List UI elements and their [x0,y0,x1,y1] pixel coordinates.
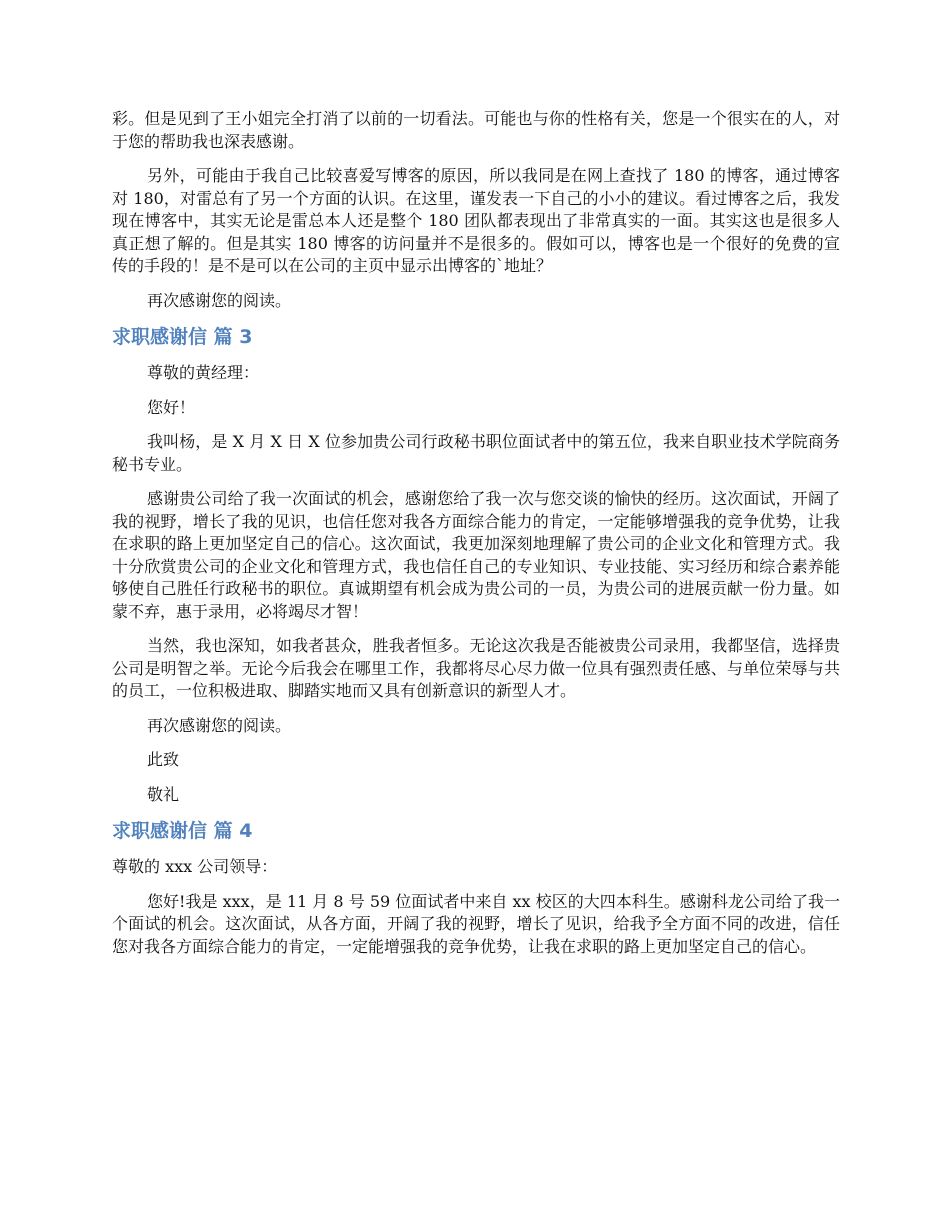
section-3-title: 求职感谢信 [112,326,208,348]
section-3-closing-1: 此致 [147,750,180,769]
paragraph-thanks-closing: 再次感谢您的阅读。 [147,290,292,310]
paragraph-continued: 彩。但是见到了王小姐完全打消了以前的一切看法。可能也与你的性格有关，您是一个很实在的人，对于您的帮助我也深表感谢。 [112,109,840,151]
section-4-title: 求职感谢信 [112,820,208,842]
section-4-number: 篇 4 [213,820,253,842]
section-3-number: 篇 3 [213,326,253,348]
section-3-intro: 我叫杨，是 X 月 X 日 X 位参加贵公司行政秘书职位面试者中的第五位，我来自职业技术学院商务秘书专业。 [112,432,840,474]
section-3-commitment: 当然，我也深知，如我者甚众，胜我者恒多。无论这次我是否能被贵公司录用，我都坚信，选择贵公司是明智之举。无论今后我会在哪里工作，我都将尽心尽力做一位具有强烈责任感、与单位荣辱与共的员工，一位积极进取、脚踏实地而又具有创新意识的新型人才。 [112,636,840,700]
section-4-body: 您好!我是 xxx，是 11 月 8 号 59 位面试者中来自 xx 校区的大四本科生。感谢科龙公司给了我一个面试的机会。这次面试，从各方面，开阔了我的视野，增长了见识，给我予全方面不同的改进，信任您对我各方面综合能力的肯定，一定能增强我的竞争优势，让我在求职的路上更加坚定自己的信心。 [112,891,840,956]
section-3-thanks: 再次感谢您的阅读。 [147,715,292,735]
section-3-gratitude: 感谢贵公司给了我一次面试的机会，感谢您给了我一次与您交谈的愉快的经历。这次面试，开阔了我的视野，增长了我的见识，也信任您对我各方面综合能力的肯定，一定能够增强我的竞争优势，让我在求职的路上更加坚定自己的信心。这次面试，我更加深刻地理解了贵公司的企业文化和管理方式。我十分欣赏贵公司的企业文化和管理方式，我也信任自己的专业知识、专业技能、实习经历和综合素养能够使自己胜任行政秘书的职位。真诚期望有机会成为贵公司的一员，为贵公司的进展贡献一份力量。如蒙不弃，惠于录用，必将竭尽才智！ [112,489,840,621]
section-4-salutation: 尊敬的 xxx 公司领导： [112,857,278,876]
section-3-heading [112,324,840,350]
paragraph-blog-suggestion: 另外，可能由于我自己比较喜爱写博客的原因，所以我同是在网上查找了 180 的博客，通过博客对 180，对雷总有了另一个方面的认识。在这里，谨发表一下自己的小小的建议。看过博客之后，我发现在博客中，其实无论是雷总本人还是整个 180 团队都表现出了非常真实的一面。其实这也是很多人真正想了解的。但是其实 180 博客的访问量并不是很多的。假如可以，博客也是一个很好的免费的宣传的手段的！是不是可以在公司的主页中显示出博客的`地址？ [112,166,840,275]
section-3-closing-2: 敬礼 [147,784,180,804]
document-page [112,108,840,970]
section-4-heading [112,818,840,844]
section-3-salutation: 尊敬的黄经理： [147,363,260,382]
section-3-greeting: 您好！ [147,397,196,417]
